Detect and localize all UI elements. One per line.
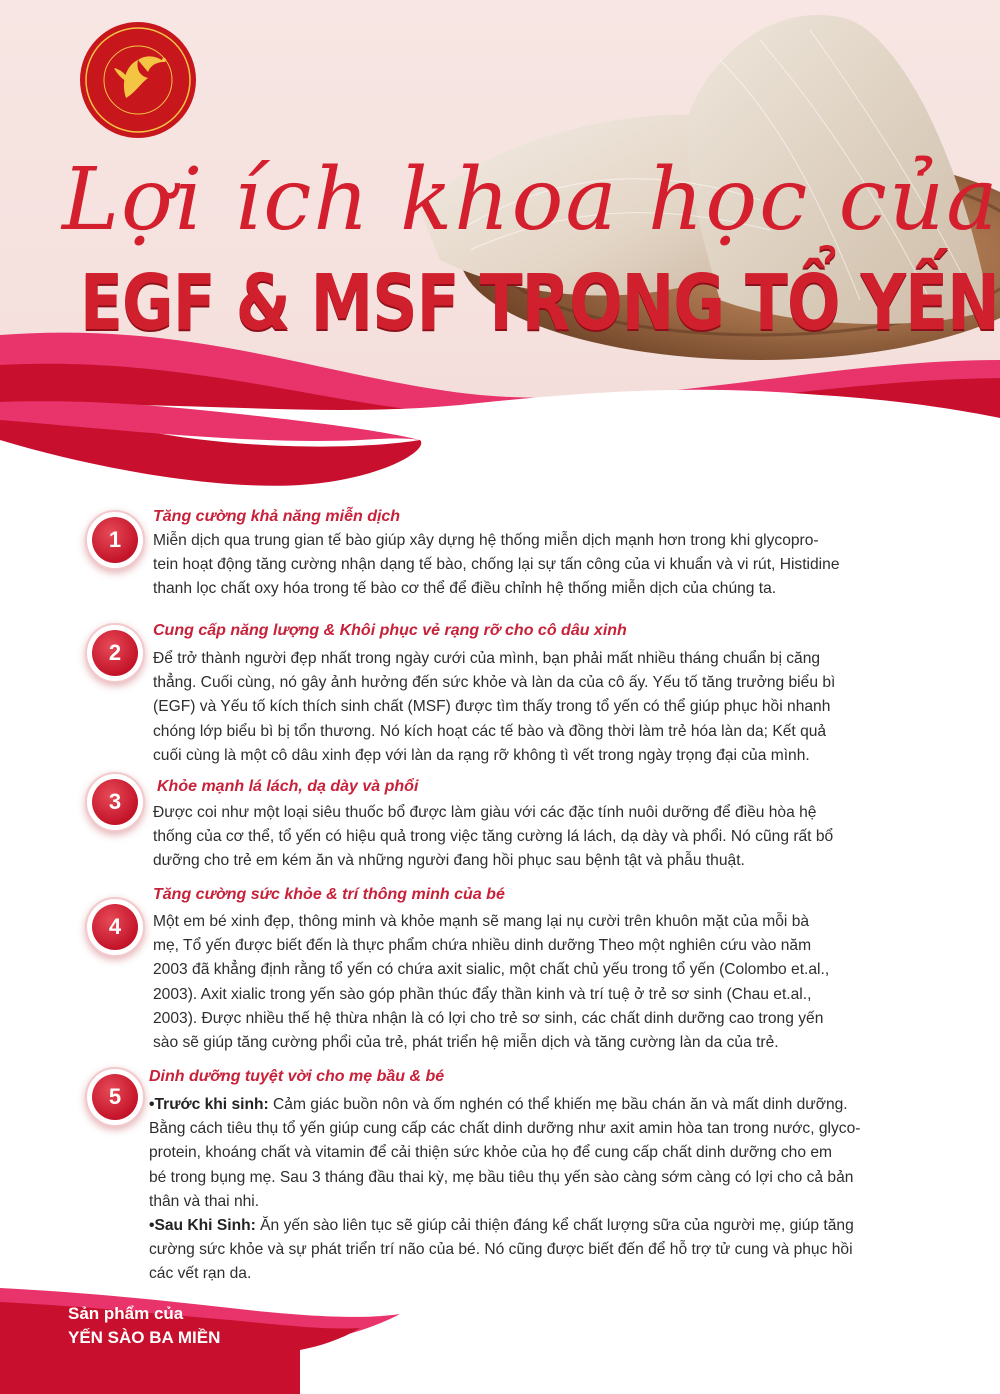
item-heading: Dinh dưỡng tuyệt vời cho mẹ bầu & bé xyxy=(149,1068,445,1085)
number-badge: 3 xyxy=(85,772,145,832)
item-text: Một em bé xinh đẹp, thông minh và khỏe mạnh sẽ mang lại nụ cười trên khuôn mặt của mỗi bà mẹ, Tổ yến được biết đến là thực phẩm chứa nhiều dinh dưỡng Theo một nghiên cứu vào năm 2003 đã khẳng định rằng tổ yến có chứa axit sialic, một chất chủ yếu trong tổ yến (Colombo et.al., 2003). Axit xialic trong yến sào góp phần thúc đẩy thần kinh và trí tuệ ở trẻ sơ sinh (Chau et.al., 2003). Được nhiều thế hệ thừa nhận là có lợi cho trẻ sơ sinh, các chất dinh dưỡng cao trong yến sào sẽ giúp tăng cường phổi của trẻ, phát triển hệ miễn dịch và tăng cường làn da của trẻ. xyxy=(153,913,830,1052)
item-heading: Tăng cường khả năng miễn dịch xyxy=(153,508,401,525)
number-badge: 4 xyxy=(85,897,145,957)
item-text: Được coi như một loại siêu thuốc bổ được làm giàu với các đặc tính nuôi dưỡng để điều hòa hệ thống của cơ thể, tổ yến có hiệu quả trong việc tăng cường lá lách, dạ dày và phổi. Nó cũng rất bổ dưỡng cho trẻ em kém ăn và những người đang hồi phục sau bệnh tật và phẫu thuật. xyxy=(153,804,834,870)
title-main: EGF & MSF TRONG TỔ YẾN xyxy=(80,258,999,348)
item-heading: Khỏe mạnh lá lách, dạ dày và phổi xyxy=(157,778,419,795)
item-heading: Tăng cường sức khỏe & trí thông minh của bé xyxy=(153,886,505,903)
item-text: Miễn dịch qua trung gian tế bào giúp xây dựng hệ thống miễn dịch mạnh hơn trong khi glycopro- tein hoạt động tăng cường nhận dạng tế bào, chống lại sự tấn công của vi khuẩn và vi rút, Histidine thanh lọc chất oxy hóa trong tế bào cơ thể để điều chỉnh hệ thống miễn dịch của chúng ta. xyxy=(153,532,840,598)
footer-brand: Sản phẩm của YẾN SÀO BA MIỀN xyxy=(68,1304,221,1347)
number-badge: 1 xyxy=(85,510,145,570)
title-script: Lợi ích khoa học của xyxy=(62,150,1000,250)
number-badge: 2 xyxy=(85,623,145,683)
item-text: Để trở thành người đẹp nhất trong ngày cưới của mình, bạn phải mất nhiều tháng chuẩn bị căng thẳng. Cuối cùng, nó gây ảnh hưởng đến sức khỏe và làn da của cô ấy. Yếu tố tăng trưởng biểu bì (EGF) và Yếu tố kích thích sinh chất (MSF) được tìm thấy trong tổ yến có thể giúp phục hồi nhanh chóng lớp biểu bì bị tổn thương. Nó kích hoạt các tế bào và đồng thời làm trẻ hóa làn da; Kết quả cuối cùng là một cô dâu xinh đẹp với làn da rạng rỡ không tì vết trong ngày trọng đại của mình. xyxy=(153,650,836,764)
after-birth-label: •Sau Khi Sinh: xyxy=(149,1217,256,1235)
before-birth-label: •Trước khi sinh: xyxy=(149,1096,269,1113)
item-text: •Trước khi sinh: Cảm giác buồn nôn và ốm nghén có thể khiến mẹ bầu chán ăn và mất dinh dưỡng. Bằng cách tiêu thụ tổ yến giúp cung cấp các chất dinh dưỡng như axit amin hòa tan trong nước, glyco- protein, khoáng chất và vitamin để cải thiện sức khỏe của họ để cung cấp chất dinh dưỡng cho em bé trong bụng mẹ. Sau 3 tháng đầu thai kỳ, mẹ bầu tiêu thụ yến sào càng sớm càng có lợi cho cả bản thân và thai nhi. •Sau Khi Sinh: Ăn yến sào liên tục sẽ giúp cải thiện đáng kể chất lượng sữa của người mẹ, giúp tăng cường sức khỏe và sự phát triển trí não của bé. Nó cũng được biết đến để hỗ trợ tử cung và phục hồi các vết rạn da. xyxy=(149,1096,861,1283)
item-heading: Cung cấp năng lượng & Khôi phục vẻ rạng rỡ cho cô dâu xinh xyxy=(153,622,627,639)
number-badge: 5 xyxy=(85,1067,145,1127)
